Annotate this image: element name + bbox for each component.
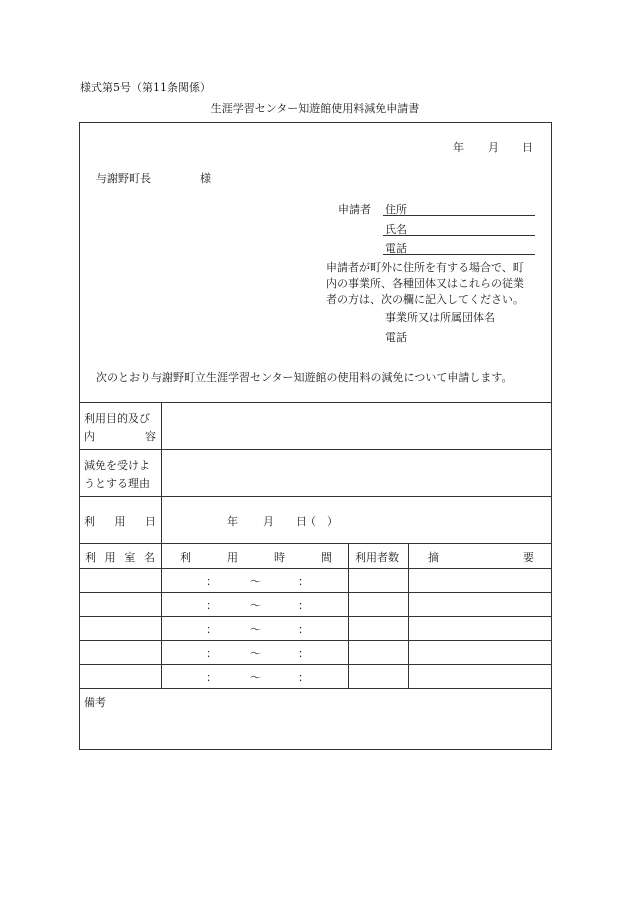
- purpose-field[interactable]: [162, 403, 551, 449]
- time-row-3-colon-end: ：: [298, 623, 309, 636]
- divider: [79, 496, 552, 497]
- time-row-5-colon-end: ：: [298, 671, 309, 684]
- date-month-label: 月: [488, 141, 499, 154]
- reason-label-line-2: うとする理由: [84, 477, 150, 490]
- time-row-2-colon-end: ：: [298, 599, 309, 612]
- use-day-label: 利 用 日: [84, 515, 156, 528]
- note-line-1: 申請者が町外に住所を有する場合で、町: [326, 261, 524, 274]
- name-field-line[interactable]: [383, 235, 535, 236]
- time-row-1-colon-start: ：: [206, 575, 217, 588]
- time-row-4-colon-end: ：: [298, 647, 309, 660]
- addressee-name: 与謝野町長: [96, 172, 151, 185]
- form-number: 様式第5号（第11条関係）: [80, 81, 211, 94]
- applicant-name-label: 氏名: [385, 223, 407, 236]
- org-name-label: 事業所又は所属団体名: [385, 311, 495, 324]
- time-row-2-colon-start: ：: [206, 599, 217, 612]
- divider: [79, 543, 552, 544]
- applicant-address-label: 住所: [385, 203, 407, 216]
- use-day-year: 年: [227, 515, 238, 528]
- divider: [79, 664, 552, 665]
- use-day-weekday: （ ）: [305, 515, 338, 528]
- time-row-3-tilde: 〜: [250, 623, 261, 636]
- header-user-count: 利用者数: [355, 551, 399, 564]
- time-row-1-colon-end: ：: [298, 575, 309, 588]
- application-statement: 次のとおり与謝野町立生涯学習センター知遊館の使用料の減免について申請します。: [96, 371, 513, 384]
- column-divider: [408, 543, 409, 688]
- time-row-5-colon-start: ：: [206, 671, 217, 684]
- note-line-2: 内の事業所、各種団体又はこれらの従業: [326, 277, 524, 290]
- addressee-honorific: 様: [200, 172, 211, 185]
- document-title: 生涯学習センター知遊館使用料減免申請書: [210, 102, 420, 115]
- header-remarks: 摘 要: [428, 551, 534, 564]
- time-row-3-colon-start: ：: [206, 623, 217, 636]
- phone-field-line[interactable]: [383, 254, 535, 255]
- use-day-month: 月: [263, 515, 274, 528]
- header-room-name: 利 用 室 名: [85, 551, 155, 564]
- org-phone-label: 電話: [385, 331, 407, 344]
- divider: [79, 568, 552, 569]
- notes-field[interactable]: [80, 689, 551, 749]
- applicant-phone-label: 電話: [385, 242, 407, 255]
- time-row-4-colon-start: ：: [206, 647, 217, 660]
- use-day-day: 日: [296, 515, 307, 528]
- note-line-3: 者の方は、次の欄に記入してください。: [326, 293, 524, 306]
- reason-label-line-1: 減免を受けよ: [84, 459, 150, 472]
- purpose-label-line-2: 内 容: [84, 430, 156, 443]
- date-day-label: 日: [522, 141, 533, 154]
- column-divider: [348, 543, 349, 688]
- divider: [79, 640, 552, 641]
- purpose-label-line-1: 利用目的及び: [84, 412, 150, 425]
- applicant-label: 申請者: [338, 203, 371, 216]
- divider: [79, 616, 552, 617]
- time-row-5-tilde: 〜: [250, 671, 261, 684]
- time-row-2-tilde: 〜: [250, 599, 261, 612]
- header-usage-time: 利 用 時 間: [180, 551, 332, 564]
- notes-label: 備考: [84, 696, 106, 709]
- date-year-label: 年: [453, 141, 464, 154]
- time-row-1-tilde: 〜: [250, 575, 261, 588]
- time-row-4-tilde: 〜: [250, 647, 261, 660]
- reason-field[interactable]: [162, 450, 551, 496]
- address-field-line[interactable]: [383, 215, 535, 216]
- divider: [79, 592, 552, 593]
